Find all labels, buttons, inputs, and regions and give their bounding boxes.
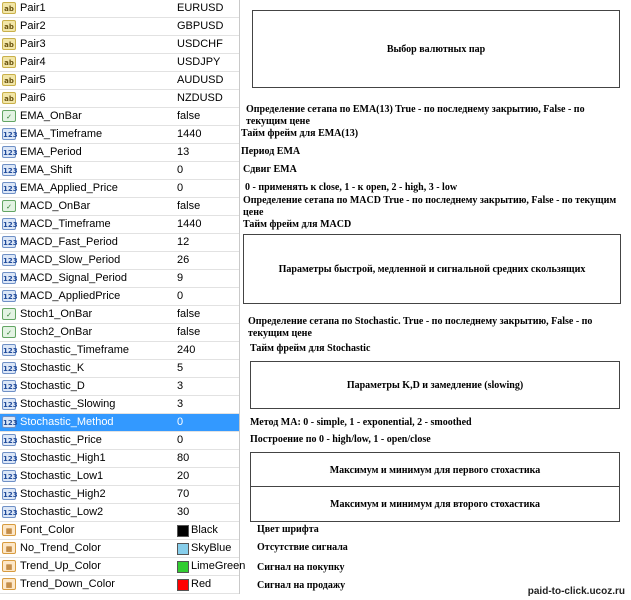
- input-row[interactable]: [0, 342, 239, 360]
- input-row[interactable]: [0, 432, 239, 450]
- number-type-icon: 123: [2, 128, 16, 140]
- macd-periods-annotation-box: [243, 234, 621, 304]
- input-row-value[interactable]: 3: [177, 380, 184, 392]
- input-row-value[interactable]: GBPUSD: [177, 20, 224, 32]
- input-row[interactable]: [0, 486, 239, 504]
- number-type-icon: 123: [2, 146, 16, 158]
- input-row-name: Stochastic_Low1: [20, 470, 104, 482]
- input-row-name: EMA_Timeframe: [20, 128, 103, 140]
- input-row-name: No_Trend_Color: [20, 542, 101, 554]
- ema-applied-price-annotation: 0 - применять к close, 1 - к open, 2 - high, 3 - low: [245, 182, 458, 193]
- kd-annotation: Параметры K,D и замедление (slowing): [346, 379, 524, 391]
- boolean-type-icon: ✓: [2, 308, 16, 320]
- input-row-value[interactable]: 0: [177, 164, 184, 176]
- macd-periods-annotation: Параметры быстрой, медленной и сигнальной средних скользящих: [278, 263, 586, 275]
- input-row-value[interactable]: 80: [177, 452, 190, 464]
- input-row[interactable]: [0, 252, 239, 270]
- macd-onbar-annotation: Определение сетапа по MACD True - по последнему закрытию, False - по текущим цене: [243, 195, 617, 218]
- input-row-value[interactable]: NZDUSD: [177, 92, 223, 104]
- ema-period-annotation: Период EMA: [241, 146, 301, 157]
- buy-signal-annotation: Сигнал на покупку: [257, 562, 345, 573]
- input-row-value[interactable]: Black: [191, 524, 218, 536]
- input-row-value[interactable]: 0: [177, 434, 184, 446]
- input-row-name: MACD_Slow_Period: [20, 254, 121, 266]
- stoch2-levels-annotation: Максимум и минимум для второго стохастика: [330, 498, 540, 510]
- input-row[interactable]: [0, 180, 239, 198]
- boolean-type-icon: ✓: [2, 110, 16, 122]
- input-row-value[interactable]: USDCHF: [177, 38, 223, 50]
- input-row[interactable]: [0, 198, 239, 216]
- inputs-property-grid: [0, 0, 246, 594]
- input-row-name: Stochastic_Timeframe: [20, 344, 130, 356]
- input-row-name: Stochastic_High2: [20, 488, 106, 500]
- input-row[interactable]: [0, 90, 239, 108]
- input-row-value[interactable]: Red: [191, 578, 212, 590]
- color-type-icon: ▦: [2, 560, 16, 572]
- input-row-value[interactable]: SkyBlue: [191, 542, 232, 554]
- color-type-icon: ▦: [2, 578, 16, 590]
- string-type-icon: ab: [2, 2, 16, 14]
- input-row[interactable]: [0, 216, 239, 234]
- input-row-name: MACD_OnBar: [20, 200, 91, 212]
- input-row-name: MACD_Timeframe: [20, 218, 111, 230]
- string-type-icon: ab: [2, 92, 16, 104]
- input-row[interactable]: [0, 126, 239, 144]
- input-row[interactable]: [0, 162, 239, 180]
- input-row-value[interactable]: false: [177, 200, 201, 212]
- input-row[interactable]: [0, 270, 239, 288]
- input-row[interactable]: [0, 324, 239, 342]
- input-row-name: Pair4: [20, 56, 46, 68]
- input-row-name: EMA_Shift: [20, 164, 72, 176]
- stoch1-levels-annotation: Максимум и минимум для первого стохастика: [329, 464, 541, 476]
- string-type-icon: ab: [2, 38, 16, 50]
- number-type-icon: 123: [2, 416, 16, 428]
- input-row-value[interactable]: false: [177, 110, 201, 122]
- input-row-name: MACD_AppliedPrice: [20, 290, 121, 302]
- pairs-annotation-box: [252, 10, 620, 88]
- input-row-value[interactable]: EURUSD: [177, 2, 224, 14]
- number-type-icon: 123: [2, 380, 16, 392]
- macd-timeframe-annotation: Тайм фрейм для MACD: [243, 219, 352, 230]
- input-row-name: Pair2: [20, 20, 46, 32]
- sell-signal-annotation: Сигнал на продажу: [257, 580, 346, 591]
- color-type-icon: ▦: [2, 542, 16, 554]
- input-row-value[interactable]: 240: [177, 344, 196, 356]
- input-row[interactable]: [0, 522, 239, 540]
- stoch2-levels-annotation-box: [250, 486, 620, 522]
- color-swatch: [177, 561, 189, 573]
- input-row[interactable]: [0, 54, 239, 72]
- input-row-value[interactable]: 0: [177, 416, 184, 428]
- input-row-name: Trend_Down_Color: [20, 578, 115, 590]
- ema-shift-annotation: Сдвиг EMA: [243, 164, 297, 175]
- color-swatch: [177, 579, 189, 591]
- input-row-name: Stochastic_Slowing: [20, 398, 116, 410]
- input-row-value[interactable]: 26: [177, 254, 190, 266]
- pairs-annotation: Выбор валютных пар: [386, 43, 486, 55]
- input-row-name: EMA_Applied_Price: [20, 182, 118, 194]
- input-row-name: Stochastic_D: [20, 380, 85, 392]
- input-row[interactable]: [0, 414, 239, 432]
- ema-timeframe-annotation: Тайм фрейм для EMA(13): [241, 128, 359, 139]
- input-row-value[interactable]: false: [177, 308, 201, 320]
- number-type-icon: 123: [2, 398, 16, 410]
- input-row[interactable]: [0, 396, 239, 414]
- number-type-icon: 123: [2, 164, 16, 176]
- input-row-name: Stoch2_OnBar: [20, 326, 93, 338]
- number-type-icon: 123: [2, 434, 16, 446]
- input-row-value[interactable]: 1440: [177, 128, 202, 140]
- number-type-icon: 123: [2, 344, 16, 356]
- input-row[interactable]: [0, 36, 239, 54]
- input-row[interactable]: [0, 468, 239, 486]
- input-row[interactable]: [0, 288, 239, 306]
- price-field-annotation: Построение по 0 - high/low, 1 - open/close: [250, 434, 431, 445]
- ema-onbar-annotation: Определение сетапа по EMA(13) True - по последнему закрытию, False - по текущим цене: [246, 104, 585, 127]
- input-row-value[interactable]: 9: [177, 272, 184, 284]
- number-type-icon: 123: [2, 254, 16, 266]
- number-type-icon: 123: [2, 488, 16, 500]
- input-row[interactable]: [0, 306, 239, 324]
- input-row[interactable]: [0, 540, 239, 558]
- number-type-icon: 123: [2, 290, 16, 302]
- input-row-value[interactable]: 0: [177, 290, 184, 302]
- input-row-name: EMA_OnBar: [20, 110, 82, 122]
- ma-method-annotation: Метод МА: 0 - simple, 1 - exponential, 2 - smoothed: [250, 417, 472, 428]
- input-row[interactable]: [0, 18, 239, 36]
- input-row-value[interactable]: 70: [177, 488, 190, 500]
- input-row-name: Font_Color: [20, 524, 75, 536]
- input-row[interactable]: [0, 378, 239, 396]
- string-type-icon: ab: [2, 56, 16, 68]
- input-row[interactable]: [0, 234, 239, 252]
- number-type-icon: 123: [2, 452, 16, 464]
- stoch-onbar-annotation: Определение сетапа по Stochastic. True - по последнему закрытию, False - по текущим цене: [248, 316, 593, 339]
- number-type-icon: 123: [2, 272, 16, 284]
- input-row-name: MACD_Signal_Period: [20, 272, 127, 284]
- color-swatch: [177, 543, 189, 555]
- boolean-type-icon: ✓: [2, 200, 16, 212]
- input-row-name: Stochastic_Low2: [20, 506, 104, 518]
- input-row[interactable]: [0, 360, 239, 378]
- input-row[interactable]: [0, 0, 239, 18]
- input-row-name: Stochastic_High1: [20, 452, 106, 464]
- number-type-icon: 123: [2, 506, 16, 518]
- input-row-value[interactable]: 20: [177, 470, 190, 482]
- stoch-timeframe-annotation: Тайм фрейм для Stochastic: [250, 343, 371, 354]
- stoch1-levels-annotation-box: [250, 452, 620, 488]
- input-row-name: Stochastic_Price: [20, 434, 102, 446]
- input-row-value[interactable]: 12: [177, 236, 190, 248]
- number-type-icon: 123: [2, 362, 16, 374]
- input-row-name: Stochastic_K: [20, 362, 85, 374]
- input-row[interactable]: [0, 72, 239, 90]
- number-type-icon: 123: [2, 236, 16, 248]
- input-row-value[interactable]: false: [177, 326, 201, 338]
- input-row[interactable]: [0, 504, 239, 522]
- string-type-icon: ab: [2, 20, 16, 32]
- input-row-name: Stoch1_OnBar: [20, 308, 93, 320]
- color-swatch: [177, 525, 189, 537]
- input-row-value[interactable]: AUDUSD: [177, 74, 224, 86]
- no-signal-annotation: Отсутствие сигнала: [257, 542, 348, 553]
- input-row-value[interactable]: 0: [177, 182, 184, 194]
- number-type-icon: 123: [2, 218, 16, 230]
- input-row-value[interactable]: 30: [177, 506, 190, 518]
- input-row-name: EMA_Period: [20, 146, 82, 158]
- input-row-name: MACD_Fast_Period: [20, 236, 118, 248]
- input-row[interactable]: [0, 450, 239, 468]
- number-type-icon: 123: [2, 182, 16, 194]
- color-type-icon: ▦: [2, 524, 16, 536]
- string-type-icon: ab: [2, 74, 16, 86]
- input-row-name: Pair6: [20, 92, 46, 104]
- input-row-name: Stochastic_Method: [20, 416, 114, 428]
- input-row-value[interactable]: 13: [177, 146, 190, 158]
- input-row-name: Pair3: [20, 38, 46, 50]
- kd-annotation-box: [250, 361, 620, 409]
- site-watermark: paid-to-click.ucoz.ru: [527, 586, 625, 597]
- input-row-name: Trend_Up_Color: [20, 560, 101, 572]
- input-row-value[interactable]: USDJPY: [177, 56, 221, 68]
- input-row[interactable]: [0, 558, 246, 576]
- input-row[interactable]: [0, 108, 239, 126]
- input-row-value[interactable]: 5: [177, 362, 184, 374]
- input-row-name: Pair5: [20, 74, 46, 86]
- input-row[interactable]: [0, 144, 239, 162]
- input-row-value[interactable]: 3: [177, 398, 184, 410]
- input-row-value[interactable]: LimeGreen: [191, 560, 246, 572]
- input-row[interactable]: [0, 576, 239, 594]
- number-type-icon: 123: [2, 470, 16, 482]
- boolean-type-icon: ✓: [2, 326, 16, 338]
- input-row-value[interactable]: 1440: [177, 218, 202, 230]
- input-row-name: Pair1: [20, 2, 46, 14]
- font-color-annotation: Цвет шрифта: [257, 524, 319, 535]
